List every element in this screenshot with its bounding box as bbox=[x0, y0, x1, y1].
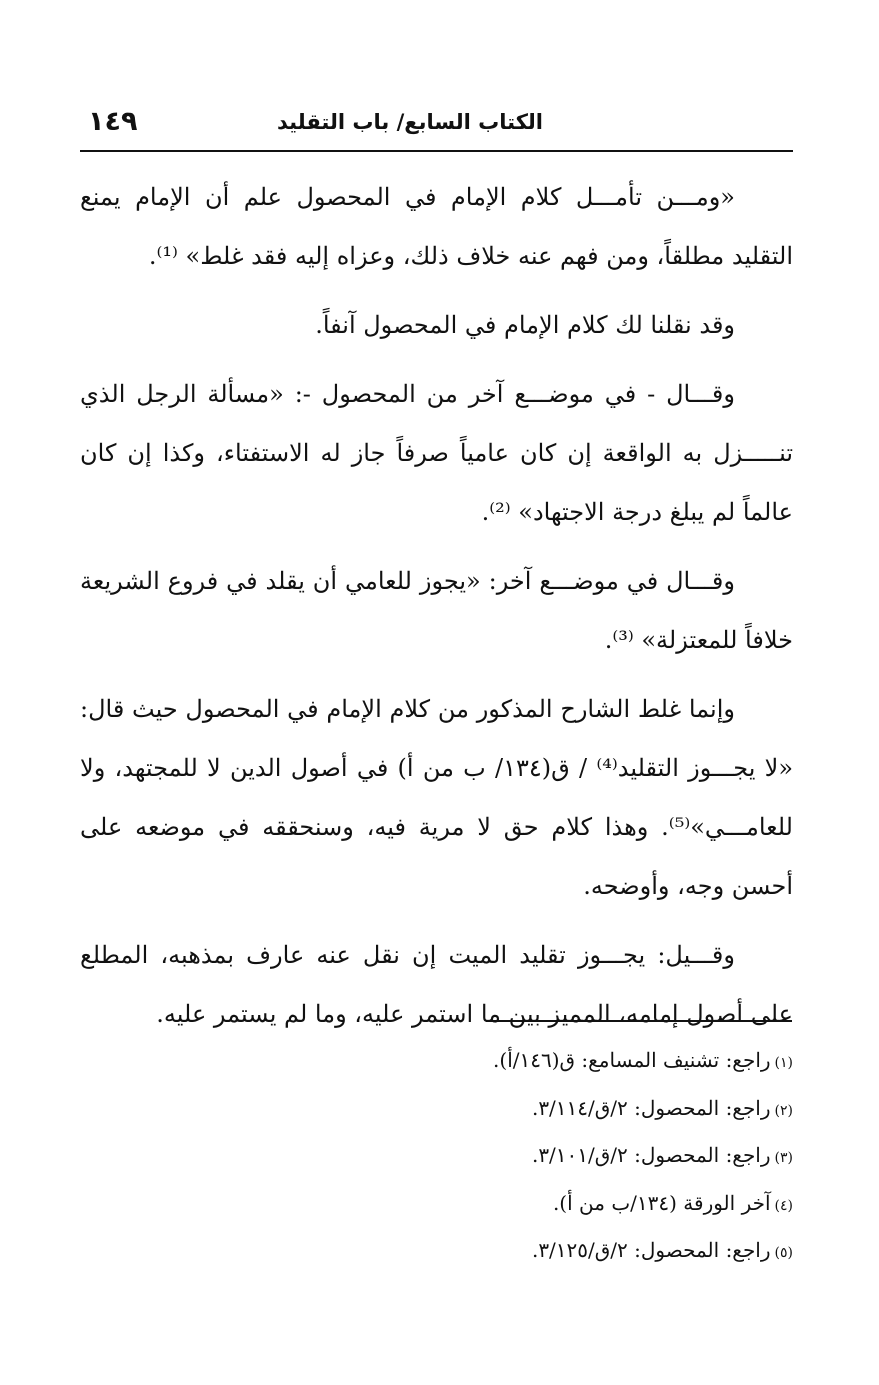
footnote-mark: (١) bbox=[774, 1055, 793, 1071]
paragraph: وقـــال - في موضـــع آخر من المحصول -: «مسألة الرجل الذي تنـــــزل به الواقعة إن كان عامياً صرفاً جاز له الاستفتاء، وكذا إن كان عالماً لم يبلغ درجة الاجتهاد» ⁽²⁾. bbox=[80, 380, 793, 526]
paragraph: وقد نقلنا لك كلام الإمام في المحصول آنفاً. bbox=[315, 311, 735, 339]
footnote-mark: (٤) bbox=[774, 1197, 793, 1214]
paragraph: وقـــال في موضـــع آخر: «يجوز للعامي أن يقلد في فروع الشريعة خلافاً للمعتزلة» ⁽³⁾. bbox=[80, 567, 793, 654]
footnote-divider bbox=[486, 1020, 792, 1022]
footnote-text: راجع: المحصول: ٢/ق/٣/١١٤. bbox=[531, 1095, 771, 1120]
paragraph: وقـــيل: يجـــوز تقليد الميت إن نقل عنه عارف بمذهبه، المطلع على أصول إمامه، المميز بين ما استمر عليه، وما لم يستمر عليه. bbox=[80, 941, 793, 1028]
footnote-mark: (٥) bbox=[774, 1245, 793, 1261]
footnote bbox=[300, 1228, 793, 1276]
running-title: الكتاب السابع/ باب التقليد bbox=[277, 110, 543, 134]
footnote-text: راجع: المحصول: ٢/ق/٣/١٢٥. bbox=[531, 1238, 771, 1262]
footnote-mark: (٣) bbox=[774, 1150, 793, 1166]
paragraph: وإنما غلط الشارح المذكور من كلام الإمام في المحصول حيث قال: «لا يجـــوز التقليد⁽⁴⁾ / ق(١٣٤/ ب من أ) في أصول الدين لا للمجتهد، ولا للعامـــي»⁽⁵⁾. وهذا كلام حق لا مرية فيه، وسنحققه في موضعه على أحسن وجه، وأوضحه. bbox=[80, 695, 794, 900]
footnotes bbox=[300, 1038, 793, 1276]
footnote-text: راجع: المحصول: ٢/ق/٣/١٠١. bbox=[531, 1143, 771, 1167]
footnote-mark: (٢) bbox=[774, 1102, 793, 1119]
page-header bbox=[80, 98, 793, 152]
main-text bbox=[80, 168, 793, 1054]
footnote bbox=[300, 1133, 793, 1181]
footnote bbox=[300, 1181, 793, 1229]
paragraph: «ومـــن تأمـــل كلام الإمام في المحصول علم أن الإمام يمنع التقليد مطلقاً، ومن فهم عنه خلاف ذلك، وعزاه إليه فقد غلط» ⁽¹⁾. bbox=[80, 183, 793, 270]
footnote-text: راجع: تشنيف المسامع: ق(١٤٦/أ). bbox=[493, 1048, 771, 1072]
footnote bbox=[300, 1086, 793, 1134]
page-number: ١٤٩ bbox=[88, 106, 138, 137]
footnote bbox=[300, 1038, 793, 1086]
footnote-text: آخر الورقة (١٣٤/ب من أ). bbox=[552, 1190, 771, 1215]
